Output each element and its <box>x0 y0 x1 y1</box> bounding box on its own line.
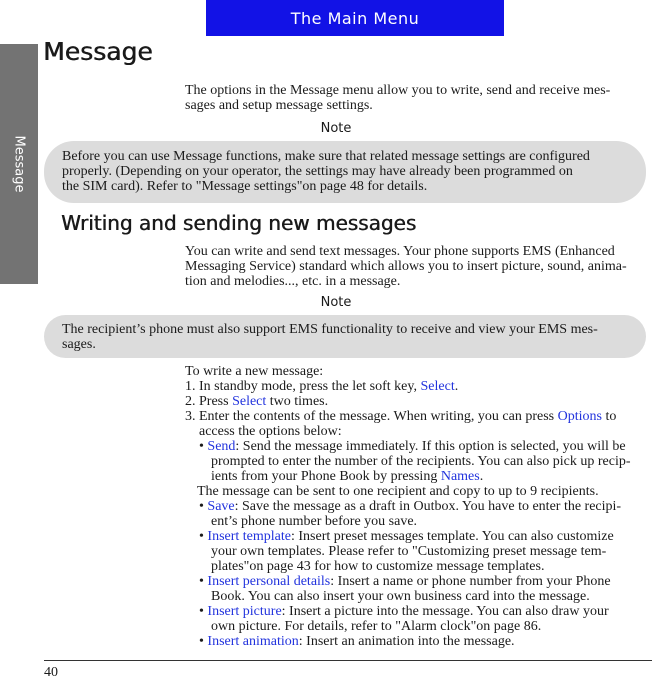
section-intro-paragraph <box>185 244 647 289</box>
insert-template-option-label: Insert template <box>207 529 291 544</box>
option-insert-personal-details: • Insert personal details: Insert a name or phone number from your Phone <box>199 574 611 589</box>
intro-line: sages and setup message settings. <box>185 98 373 113</box>
option-insert-animation: • Insert animation: Insert an animation into the message. <box>199 634 515 649</box>
footer-divider <box>44 660 652 661</box>
side-tab-label: Message <box>11 135 27 193</box>
section-intro-line: Messaging Service) standard which allows you to insert picture, sound, anima- <box>185 259 627 274</box>
option-insert-picture: • Insert picture: Insert a picture into the message. You can also draw your <box>199 604 609 619</box>
option-send-line: prompted to enter the number of the recipients. You can also pick up recip- <box>211 454 631 469</box>
note-title: Note <box>320 295 352 310</box>
option-save-line: ent’s phone number before you save. <box>211 514 418 529</box>
note-title: Note <box>320 121 352 136</box>
intro-line: The options in the Message menu allow you to write, send and receive mes- <box>185 83 611 98</box>
names-key-label: Names <box>440 469 480 484</box>
options-key-label: Options <box>557 409 602 424</box>
insert-picture-option-label: Insert picture <box>207 604 282 619</box>
option-send: • Send: Send the message immediately. If this option is selected, you will be <box>199 439 626 454</box>
option-send-line: The message can be sent to one recipient and copy to up to 9 recipients. <box>197 484 599 499</box>
side-chapter-tab <box>0 44 38 284</box>
option-insert-template: • Insert template: Insert preset messages template. You can also customize <box>199 529 614 544</box>
header-tab-title: The Main Menu <box>290 8 420 28</box>
note-box <box>44 315 646 358</box>
note-line: The recipient’s phone must also support EMS functionality to receive and view your EMS mes- <box>62 322 598 337</box>
page-title: Message <box>43 37 153 66</box>
instructions-list <box>185 364 647 649</box>
note-line: Before you can use Message functions, make sure that related message settings are configured <box>62 149 590 164</box>
option-insert-template-line: plates"on page 43 for how to customize message templates. <box>211 559 545 574</box>
insert-personal-details-option-label: Insert personal details <box>207 574 331 589</box>
bullet: • <box>199 604 204 619</box>
intro-paragraph <box>185 83 647 113</box>
option-insert-template-line: your own templates. Please refer to "Customizing preset message tem- <box>211 544 607 559</box>
bullet: • <box>199 439 204 454</box>
step-2: 2. Press Select two times. <box>185 394 329 409</box>
save-option-label: Save <box>207 499 235 514</box>
send-option-label: Send <box>207 439 236 454</box>
section-intro-line: You can write and send text messages. Your phone supports EMS (Enhanced <box>185 244 615 259</box>
insert-animation-option-label: Insert animation <box>207 634 299 649</box>
note-line: the SIM card). Refer to "Message settings"on page 48 for details. <box>62 179 428 194</box>
note-line: sages. <box>62 337 96 352</box>
step-3-continued: access the options below: <box>199 424 342 439</box>
option-insert-picture-line: own picture. For details, refer to "Alarm clock"on page 86. <box>211 619 542 634</box>
step-3: 3. Enter the contents of the message. When writing, you can press Options to <box>185 409 617 424</box>
note-line: properly. (Depending on your operator, the settings may have already been programmed on <box>62 164 573 179</box>
main-menu-header-tab <box>206 0 504 36</box>
note-box <box>44 141 646 203</box>
section-title: Writing and sending new messages <box>61 211 417 235</box>
select-key-label: Select <box>232 394 267 409</box>
select-key-label: Select <box>420 379 455 394</box>
option-insert-personal-details-line: Book. You can also insert your own business card into the message. <box>211 589 590 604</box>
bullet: • <box>199 634 204 649</box>
page-number: 40 <box>44 665 58 680</box>
section-intro-line: tion and melodies..., etc. in a message. <box>185 274 401 289</box>
option-save: • Save: Save the message as a draft in Outbox. You have to enter the recipi- <box>199 499 622 514</box>
bullet: • <box>199 529 204 544</box>
option-send-line: ients from your Phone Book by pressing Names. <box>211 469 484 484</box>
bullet: • <box>199 499 204 514</box>
bullet: • <box>199 574 204 589</box>
instructions-intro: To write a new message: <box>185 364 324 379</box>
step-1: 1. In standby mode, press the let soft key, Select. <box>185 379 459 394</box>
